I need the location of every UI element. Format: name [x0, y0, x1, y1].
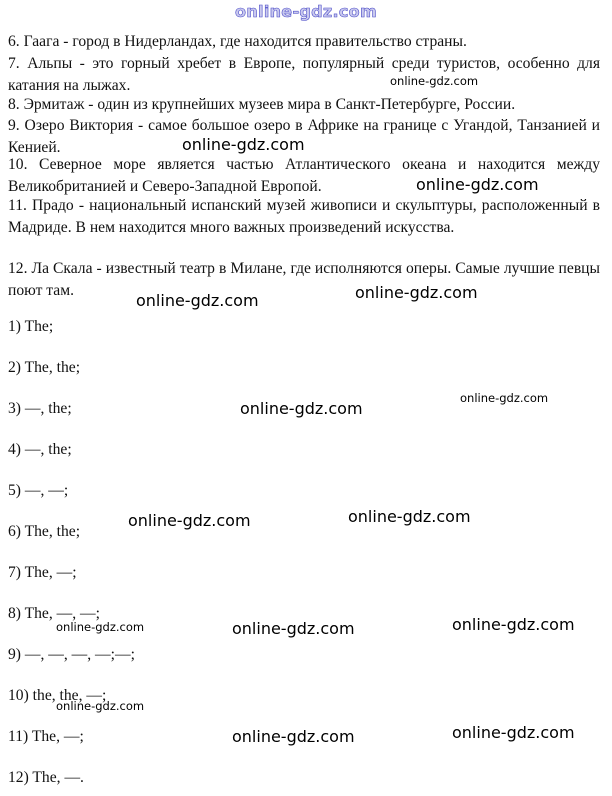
answer-2: 2) The, the; [8, 359, 81, 376]
sentence-7: 7. Альпы - это горный хребет в Европе, популярный среди туристов, особенно для катания на лыжах. [8, 55, 600, 94]
answer-7: 7) The, —; [8, 564, 77, 581]
watermark: online-gdz.com [416, 175, 539, 194]
watermark: online-gdz.com [240, 399, 363, 418]
sentence-6: 6. Гаага - город в Нидерландах, где находится правительство страны. [8, 33, 467, 50]
answer-12: 12) The, —. [8, 769, 84, 786]
answer-3: 3) —, the; [8, 400, 72, 417]
answer-1: 1) The; [8, 318, 54, 335]
watermark: online-gdz.com [182, 135, 305, 154]
answer-11: 11) The, —; [8, 728, 84, 745]
answer-6: 6) The, the; [8, 523, 81, 540]
answer-9: 9) —, —, —, —;—; [8, 646, 135, 663]
watermark: online-gdz.com [136, 291, 259, 310]
watermark: online-gdz.com [128, 511, 251, 530]
watermark: online-gdz.com [232, 619, 355, 638]
watermark: online-gdz.com [452, 723, 575, 742]
watermark: online-gdz.com [390, 74, 479, 88]
watermark: online-gdz.com [56, 699, 145, 713]
watermark: online-gdz.com [56, 620, 145, 634]
watermark: online-gdz.com [348, 507, 471, 526]
sentence-8: 8. Эрмитаж - один из крупнейших музеев мира в Санкт-Петербурге, России. [8, 96, 516, 113]
site-logo: online-gdz.com [235, 2, 377, 21]
watermark: online-gdz.com [232, 727, 355, 746]
answer-4: 4) —, the; [8, 441, 72, 458]
sentence-9: 9. Озеро Виктория - самое большое озеро в Африке на границе с Угандой, Танзанией и Кенией. [8, 117, 600, 156]
sentence-12: 12. Ла Скала - известный театр в Милане, где исполняются оперы. Самые лучшие певцы поют там. [8, 260, 600, 299]
answer-8: 8) The, —, —; [8, 605, 100, 622]
answer-5: 5) —, —; [8, 482, 69, 499]
sentence-11: 11. Прадо - национальный испанский музей живописи и скульптуры, расположенный в Мадриде. В нем находится много важных произведений искусства. [8, 197, 600, 236]
watermark: online-gdz.com [452, 615, 575, 634]
watermark: online-gdz.com [355, 283, 478, 302]
watermark: online-gdz.com [460, 391, 549, 405]
sentence-10: 10. Северное море является частью Атлантического океана и находится между Великобританией и Северо-Западной Европой. [8, 156, 600, 195]
answer-10: 10) the, the, —; [8, 687, 107, 704]
